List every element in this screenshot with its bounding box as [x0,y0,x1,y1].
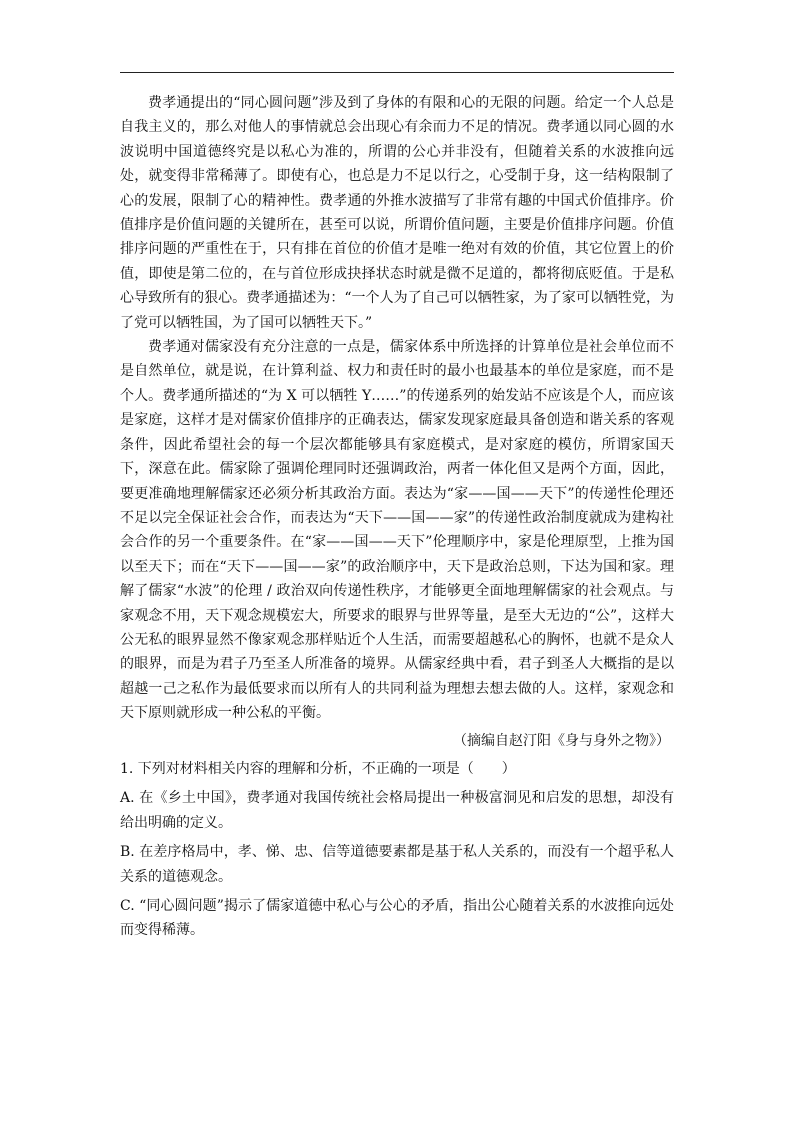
article-source: （摘编自赵汀阳《身与身外之物》） [453,732,670,749]
header-rule [120,72,674,73]
article-paragraph-2: 费孝通对儒家没有充分注意的一点是，儒家体系中所选择的计算单位是社会单位而不是自然单位，就是说，在计算利益、权力和责任时的最小也最基本的单位是家庭，而不是个人。费孝通所描述的“为 X 可以牺牲 Y……”的传递系列的始发站不应该是个人，而应该是家庭，这样才是对儒家价值排序的正确表达，儒家发现家庭最具备创造和谐关系的客观条件，因此希望社会的每一个层次都能够具有家庭模式，是对家庭的模仿，所谓家国天下，深意在此。儒家除了强调伦理同时还强调政治，两者一体化但又是两个方面，因此，要更准确地理解儒家还必须分析其政治方面。表达为“家——国——天下”的传递性伦理还不足以完全保证社会合作，而表达为“天下——国——家”的传递性政治制度就成为建构社会合作的另一个重要条件。在“家——国——天下”伦理顺序中，家是伦理原型，上推为国以至天下；而在“天下——国——家”的政治顺序中，天下是政治总则，下达为国和家。理解了儒家“水波”的伦理 / 政治双向传递性秩序，才能够更全面地理解儒家的社会观点。与家观念不用，天下观念规模宏大，所要求的眼界与世界等量，是至大无边的“公”，这样大公无私的眼界显然不像家观念那样贴近个人生活，而需要超越私心的胸怀，也就不是众人的眼界，而是为君子乃至圣人所准备的境界。从儒家经典中看，君子到圣人大概指的是以超越一己之私作为最低要求而以所有人的共同利益为理想去想去做的人。这样，家观念和天下原则就形成一种公私的平衡。 [120,339,674,722]
option-c: C. “同心圆问题”揭示了儒家道德中私心与公心的矛盾，指出公心随着关系的水波推向远处而变得稀薄。 [120,898,674,939]
article-paragraph-1: 费孝通提出的“同心圆问题”涉及到了身体的有限和心的无限的问题。给定一个人总是自我主义的，那么对他人的事情就总会出现心有余而力不足的情况。费孝通以同心圆的水波说明中国道德终究是以私心为准的，所谓的公心并非没有，但随着关系的水波推向远处，就变得非常稀薄了。即使有心，也总是力不足以行之，心受制于身，这一结构限制了心的发展，限制了心的精神性。费孝通的外推水波描写了非常有趣的中国式价值排序。价值排序是价值问题的关键所在，甚至可以说，所谓价值问题，主要是价值排序问题。价值排序问题的严重性在于，只有排在首位的价值才是唯一绝对有效的价值，其它位置上的价值，即使是第二位的，在与首位形成抉择状态时就是微不足道的，都将彻底贬值。于是私心导致所有的狠心。费孝通描述为：“一个人为了自己可以牺牲家，为了家可以牺牲党，为了党可以牺牲国，为了国可以牺牲天下。” [120,95,674,331]
option-b: B. 在差序格局中，孝、悌、忠、信等道德要素都是基于私人关系的，而没有一个超乎私人关系的道德观念。 [120,844,674,885]
document-body [120,91,674,943]
question-stem: 1. 下列对材料相关内容的理解和分析，不正确的一项是（ ） [120,760,516,777]
option-a: A. 在《乡土中国》，费孝通对我国传统社会格局提出一种极富洞见和启发的思想，却没有给出明确的定义。 [120,790,674,831]
